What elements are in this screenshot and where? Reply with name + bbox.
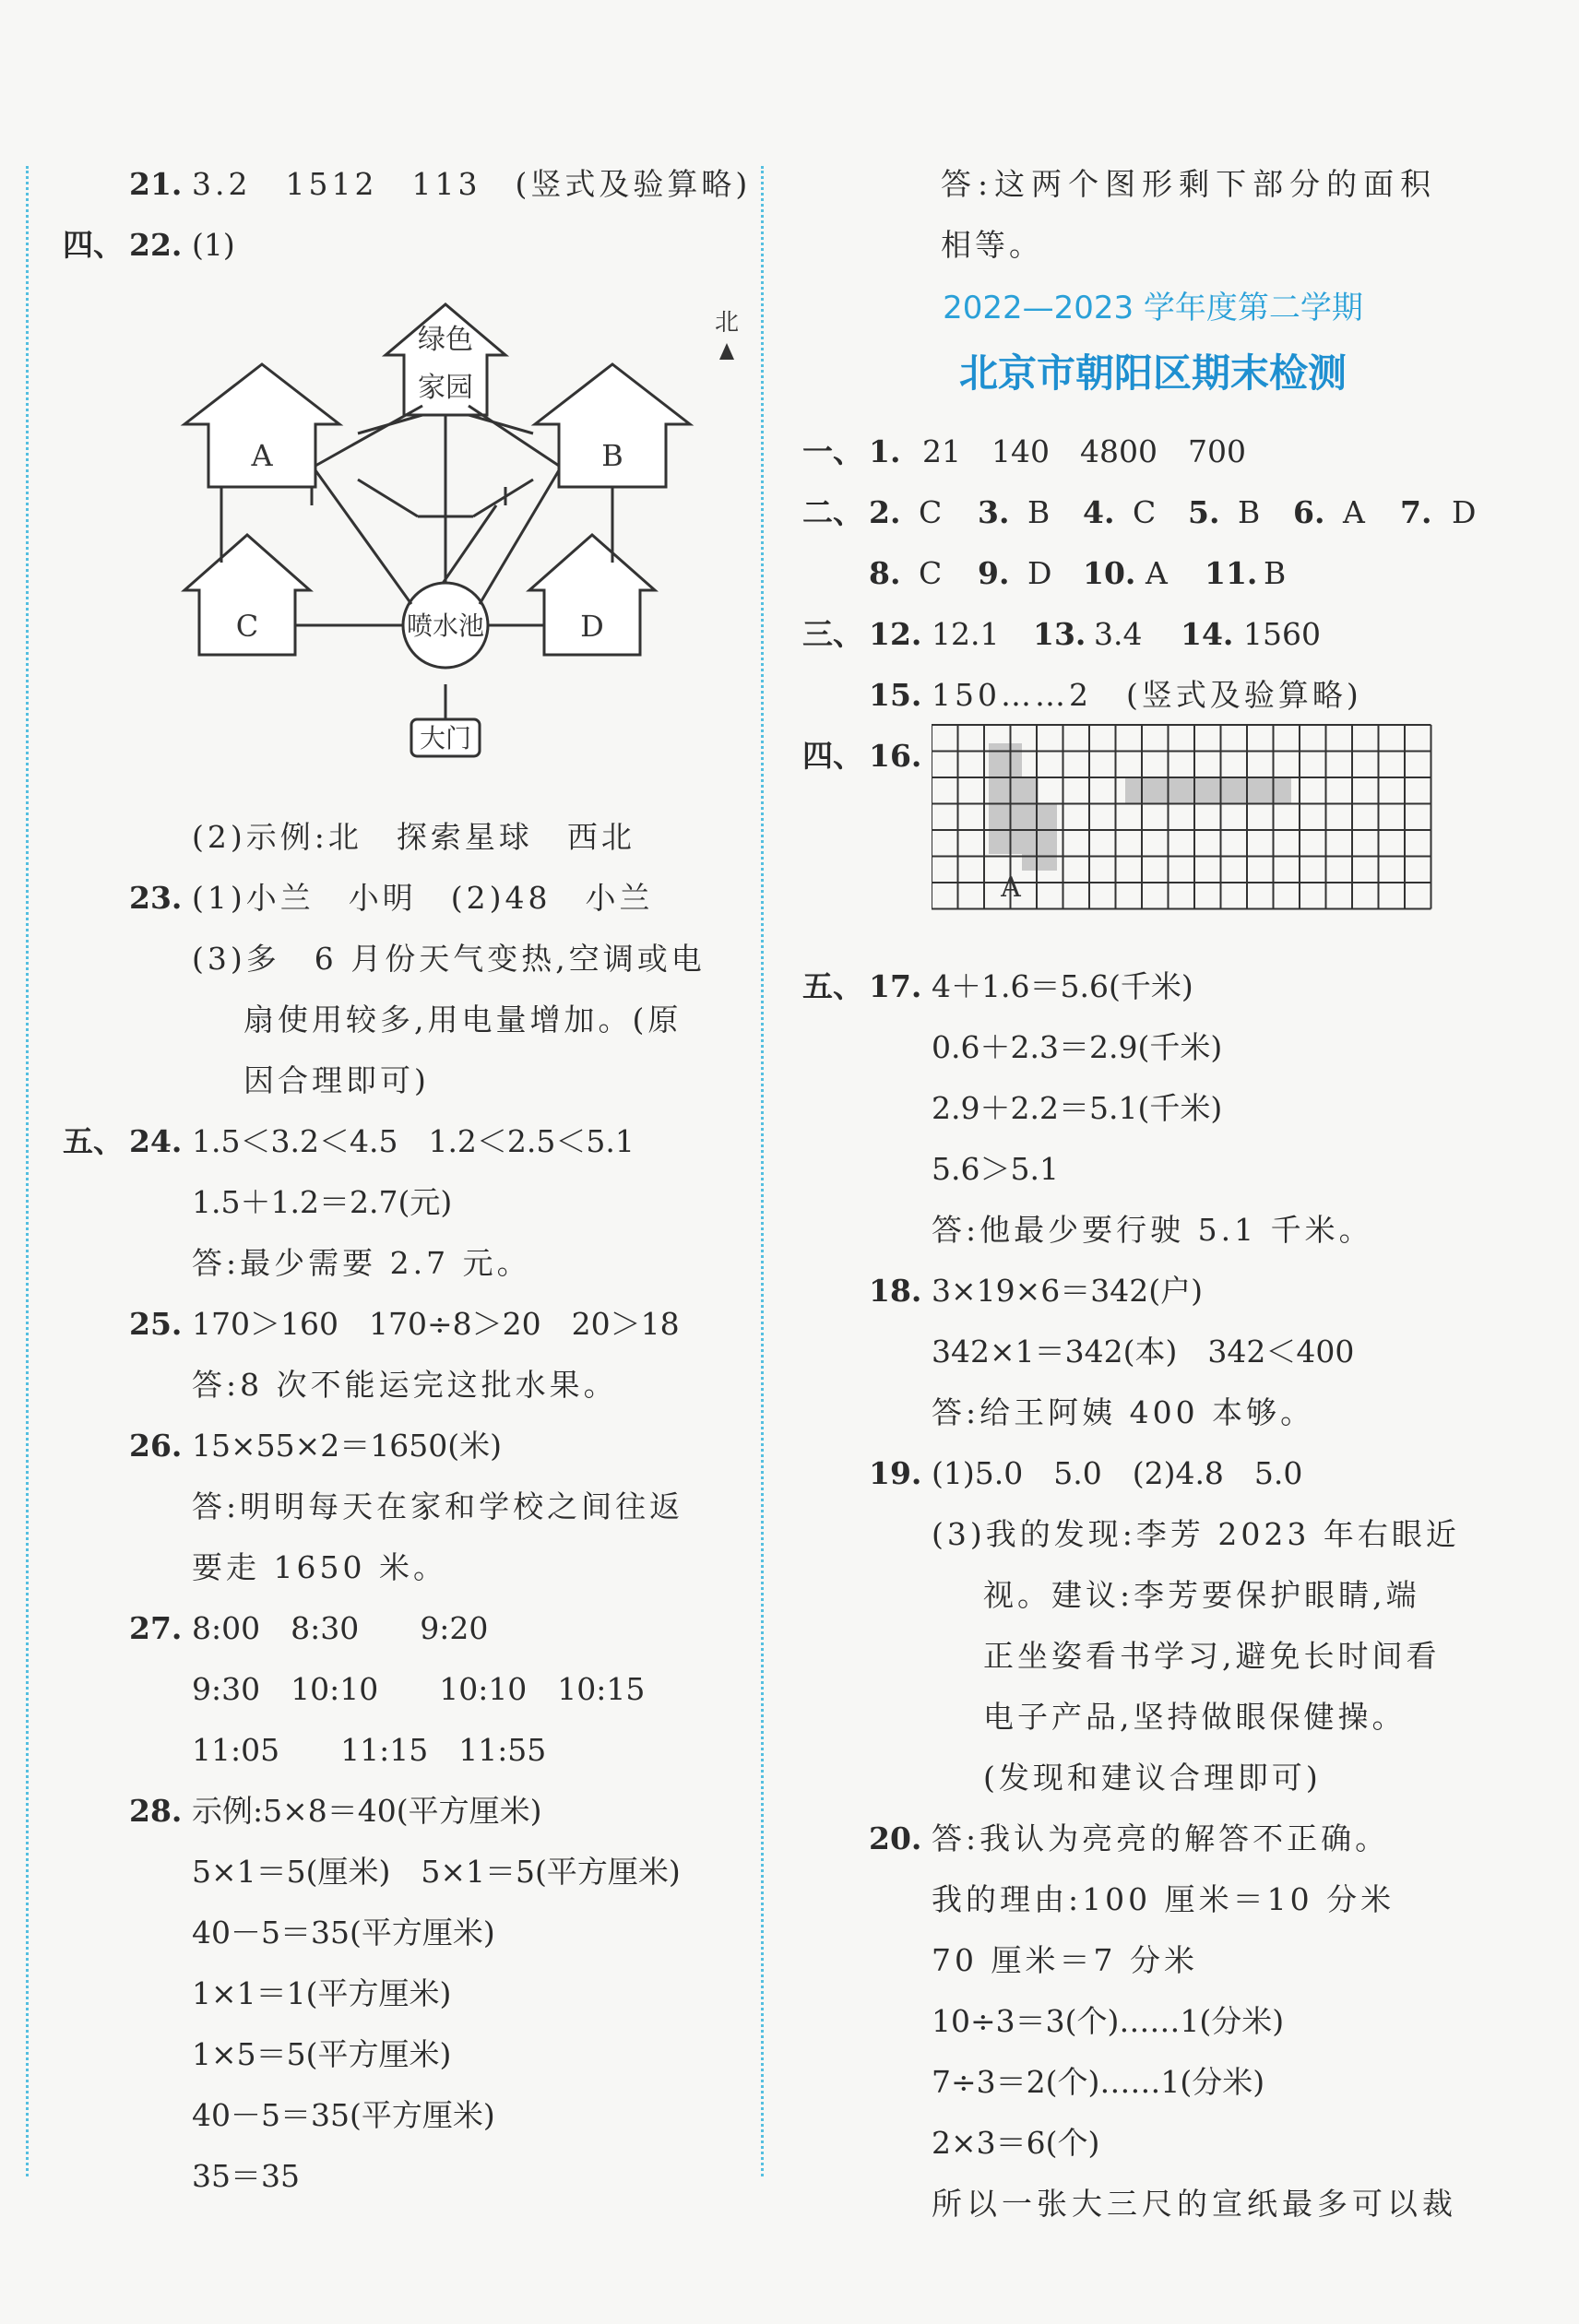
section-label: 五、 [802,968,863,1004]
question-number: 4. [1083,494,1115,530]
section-label: 一、 [802,433,863,469]
answer-text: 150……2 (竖式及验算略) [932,677,1362,713]
question-number: 3. [978,494,1010,530]
answer-text: (2)示例:北 探索星球 西北 [192,819,635,855]
answer-text: 相等。 [941,227,1043,263]
exam-year-title: 2022—2023 学年度第二学期 [943,290,1363,326]
exam-main-title: 北京市朝阳区期末检测 [958,350,1347,396]
answer-text: 正坐姿看书学习,避免长时间看 [983,1638,1441,1674]
question-number: 14. [1181,616,1234,652]
path-line [315,406,422,466]
answer-text: 40－5＝35(平方厘米) [192,1915,495,1951]
answer-text: 8:00 8:30 9:20 [192,1610,489,1646]
answer-text: 因合理即可) [243,1062,430,1098]
question-number: 20. [869,1820,922,1856]
grid-point-label: A [1001,872,1021,904]
section-label: 四、 [63,227,124,263]
answer-text: 170＞160 170÷8＞20 20＞18 [192,1306,680,1342]
answer-text: 35＝35 [192,2158,300,2194]
question-number: 7. [1400,494,1432,530]
grid-figure [932,721,1439,924]
answer-text: 视。建议:李芳要保护眼睛,端 [983,1577,1420,1613]
column-divider-left [26,166,29,2176]
section-label: 四、 [802,738,863,774]
choice-answer: C [919,555,943,591]
choice-answer: C [919,494,943,530]
answer-text: 电子产品,坚持做眼保健操。 [983,1699,1407,1735]
north-label: 北 [714,309,740,337]
answer-text: (3)多 6 月份天气变热,空调或电 [192,941,706,977]
answer-text: 所以一张大三尺的宣纸最多可以裁 [932,2186,1457,2222]
path-line [315,470,411,604]
answer-text: 1560 [1243,616,1321,652]
answer-text: 扇使用较多,用电量增加。(原 [243,1002,683,1038]
choice-answer: A [1146,555,1168,591]
north-arrow-icon [719,343,734,360]
answer-text: 7÷3＝2(个)……1(分米) [932,2064,1265,2100]
choice-answer: C [1133,494,1157,530]
question-number: 8. [869,555,901,591]
answer-text: 答:给王阿姨 400 本够。 [932,1394,1315,1430]
answer-text: 10÷3＝3(个)……1(分米) [932,2003,1285,2039]
answer-text: 40－5＝35(平方厘米) [192,2097,495,2133]
shape-b-bar [1125,777,1291,804]
path-line [469,415,533,433]
question-number: 10. [1083,555,1136,591]
answer-text: 要走 1650 米。 [192,1549,447,1585]
answer-text: 342×1＝342(本) 342＜400 [932,1334,1355,1370]
question-number: 18. [869,1273,922,1309]
question-number: 24. [129,1123,183,1159]
answer-text: (发现和建议合理即可) [983,1760,1322,1796]
answer-text: 3×19×6＝342(户) [932,1273,1204,1309]
answer-text: 12.1 [932,616,1000,652]
gate-label: 大门 [419,723,472,753]
shape-a-vertical [989,743,1022,854]
answer-text: 3.4 [1094,616,1143,652]
answer-text: 21 140 4800 700 [922,433,1246,469]
building-b-label: B [601,438,623,473]
answer-text: 我的理由:100 厘米＝10 分米 [932,1881,1395,1917]
section-label: 二、 [802,494,863,530]
answer-text: (1)5.0 5.0 (2)4.8 5.0 [932,1455,1303,1491]
answer-text: 15×55×2＝1650(米) [192,1428,503,1464]
green-home-label: 绿色 [418,324,473,356]
answer-text: 1×1＝1(平方厘米) [192,1975,452,2011]
question-number: 5. [1188,494,1220,530]
question-number: 27. [129,1610,183,1646]
question-number: 11. [1205,555,1258,591]
green-home-label-2: 家园 [418,372,473,404]
answer-text: 答:最少需要 2.7 元。 [192,1245,531,1281]
answer-text: (1) [192,227,235,263]
answer-text: 0.6＋2.3＝2.9(千米) [932,1029,1223,1065]
question-number: 13. [1033,616,1086,652]
answer-text: 2×3＝6(个) [932,2125,1100,2161]
question-number: 19. [869,1455,922,1491]
question-number: 6. [1293,494,1325,530]
shape-a-lower [1022,804,1057,871]
question-number: 21. [129,166,183,202]
question-number: 25. [129,1306,183,1342]
choice-answer: A [1343,494,1365,530]
question-number: 16. [869,738,922,774]
building-a-label: A [251,438,273,473]
path-line [473,480,533,516]
answer-text: 答:明明每天在家和学校之间往返 [192,1488,684,1524]
answer-text: 1×5＝5(平方厘米) [192,2036,452,2072]
answer-text: 11:05 11:15 11:55 [192,1732,547,1768]
answer-text: 2.9＋2.2＝5.1(千米) [932,1090,1223,1126]
building-d-label: D [580,609,604,644]
answer-text: 5.6＞5.1 [932,1151,1059,1187]
answer-text: 3.2 1512 113 (竖式及验算略) [192,166,752,202]
choice-answer: B [1027,494,1051,530]
question-number: 22. [129,227,183,263]
answer-text: (3)我的发现:李芳 2023 年右眼近 [932,1516,1460,1552]
answer-text: 9:30 10:10 10:10 10:15 [192,1671,646,1707]
answer-text: 70 厘米＝7 分米 [932,1942,1198,1978]
answer-text: (1)小兰 小明 (2)48 小兰 [192,880,654,916]
question-number: 23. [129,880,183,916]
question-number: 12. [869,616,922,652]
question-number: 9. [978,555,1010,591]
choice-answer: B [1264,555,1287,591]
answer-text: 1.5＜3.2＜4.5 1.2＜2.5＜5.1 [192,1123,635,1159]
path-line [358,480,418,516]
answer-text: 示例:5×8＝40(平方厘米) [192,1793,542,1829]
question-number: 26. [129,1428,183,1464]
question-number: 15. [869,677,922,713]
section-label: 三、 [802,616,863,652]
answer-text: 答:他最少要行驶 5.1 千米。 [932,1212,1373,1248]
answer-text: 答:8 次不能运完这批水果。 [192,1367,618,1403]
answer-text: 1.5＋1.2＝2.7(元) [192,1184,453,1220]
answer-text: 答:这两个图形剩下部分的面积 [941,166,1438,202]
choice-answer: D [1452,494,1477,530]
question-number: 1. [869,433,901,469]
question-number: 28. [129,1793,183,1829]
answer-text: 答:我认为亮亮的解答不正确。 [932,1820,1390,1856]
building-c-label: C [235,609,259,644]
question-number: 17. [869,968,922,1004]
question-number: 2. [869,494,901,530]
answer-text: 4＋1.6＝5.6(千米) [932,968,1193,1004]
section-label: 五、 [63,1123,124,1159]
answer-text: 5×1＝5(厘米) 5×1＝5(平方厘米) [192,1854,681,1890]
fountain-label: 喷水池 [406,611,485,641]
choice-answer: D [1027,555,1052,591]
campus-map-diagram [173,286,764,802]
choice-answer: B [1238,494,1261,530]
